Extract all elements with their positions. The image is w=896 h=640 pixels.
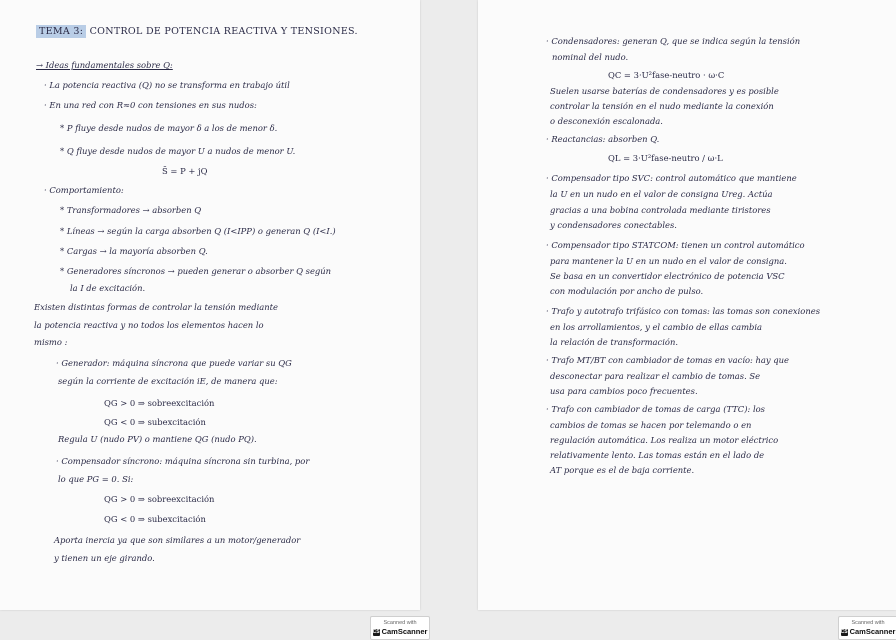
note-line: cambios de tomas se hacen por telemando o en xyxy=(550,420,752,430)
page-title xyxy=(36,26,358,37)
note-line: desconectar para realizar el cambio de tomas. Se xyxy=(550,371,761,381)
left-notebook-page xyxy=(0,0,420,610)
note-line: controlar la tensión en el nudo mediante la conexión xyxy=(550,101,774,111)
note-line: · Compensador tipo STATCOM: tienen un control automático xyxy=(546,240,805,250)
camscanner-badge xyxy=(838,616,896,640)
formula: QL = 3·U²fase-neutro / ω·L xyxy=(608,153,723,163)
note-line: Se basa en un convertidor electrónico de potencia VSC xyxy=(550,271,785,281)
note-line: * Transformadores → absorben Q xyxy=(60,205,202,215)
note-line: Regula U (nudo PV) o mantiene QG (nudo PQ). xyxy=(58,434,257,444)
note-line: nominal del nudo. xyxy=(552,52,629,62)
badge-brand xyxy=(371,627,429,636)
note-line: regulación automática. Los realiza un motor eléctrico xyxy=(550,435,779,445)
note-line: la U en un nudo en el valor de consigna Ureg. Actúa xyxy=(550,189,773,199)
note-line: y condensadores conectables. xyxy=(550,220,677,230)
note-line: la relación de transformación. xyxy=(550,337,679,347)
note-line: * Q fluye desde nudos de mayor U a nudos de menor U. xyxy=(60,146,296,156)
camscanner-badge xyxy=(370,616,430,640)
note-line: Aporta inercia ya que son similares a un motor/generador xyxy=(54,535,301,545)
badge-caption: Scanned with xyxy=(383,620,417,626)
note-line: gracias a una bobina controlada mediante tiristores xyxy=(550,205,771,215)
badge-brand xyxy=(839,627,896,636)
right-notebook-page xyxy=(478,0,896,610)
note-line: * Generadores síncronos → pueden generar o absorber Q según xyxy=(60,266,332,276)
note-line: · Compensador síncrono: máquina síncrona sin turbina, por xyxy=(56,456,310,466)
note-line: * P fluye desde nudos de mayor δ a los de menor δ. xyxy=(60,123,278,133)
formula: QG < 0 ⇒ subexcitación xyxy=(104,514,206,524)
note-line: AT porque es el de baja corriente. xyxy=(550,465,695,475)
badge-brand-text: CamScanner xyxy=(849,627,896,636)
note-line: para mantener la U en un nudo en el valor de consigna. xyxy=(550,256,787,266)
note-line: · Trafo y autotrafo trifásico con tomas: las tomas son conexiones xyxy=(546,306,820,316)
note-line: · La potencia reactiva (Q) no se transforma en trabajo útil xyxy=(44,80,290,90)
note-line: y tienen un eje girando. xyxy=(54,553,155,563)
note-line: lo que PG = 0. Si: xyxy=(58,474,134,484)
note-line: · Trafo con cambiador de tomas de carga (TTC): los xyxy=(546,404,765,414)
note-line: Suelen usarse baterías de condensadores y es posible xyxy=(550,86,779,96)
note-line: · En una red con R≈0 con tensiones en sus nudos: xyxy=(44,100,257,110)
formula: QG < 0 ⇒ subexcitación xyxy=(104,417,206,427)
formula: S̄ = P + jQ xyxy=(162,166,208,176)
note-line: la I de excitación. xyxy=(70,283,146,293)
note-line: en los arrollamientos, y el cambio de ellas cambia xyxy=(550,322,763,332)
formula: QC = 3·U²fase-neutro · ω·C xyxy=(608,70,725,80)
note-line: relativamente lento. Las tomas están en el lado de xyxy=(550,450,765,460)
note-line: Existen distintas formas de controlar la tensión mediante xyxy=(34,302,278,312)
note-line: mismo : xyxy=(34,337,68,347)
section-heading: → Ideas fundamentales sobre Q: xyxy=(36,60,173,70)
note-line: · Generador: máquina síncrona que puede variar su QG xyxy=(56,358,292,368)
note-line: · Condensadores: generan Q, que se indica según la tensión xyxy=(546,36,801,46)
note-line: o desconexión escalonada. xyxy=(550,116,663,126)
note-line: según la corriente de excitación iE, de manera que: xyxy=(58,376,278,386)
note-line: · Reactancias: absorben Q. xyxy=(546,134,660,144)
formula: QG > 0 ⇒ sobreexcitación xyxy=(104,494,215,504)
camscanner-logo-icon: CS xyxy=(372,628,380,635)
note-line: con modulación por ancho de pulso. xyxy=(550,286,704,296)
badge-caption: Scanned with xyxy=(851,620,885,626)
formula: QG > 0 ⇒ sobreexcitación xyxy=(104,398,215,408)
camscanner-logo-icon: CS xyxy=(840,628,848,635)
note-line: · Trafo MT/BT con cambiador de tomas en vacío: hay que xyxy=(546,355,790,365)
title-tag: TEMA 3: xyxy=(36,25,86,38)
note-line: · Compensador tipo SVC: control automático que mantiene xyxy=(546,173,797,183)
note-line: * Líneas → según la carga absorben Q (I<IPP) o generan Q (I<I.) xyxy=(60,226,336,236)
note-line: · Comportamiento: xyxy=(44,185,124,195)
note-line: usa para cambios poco frecuentes. xyxy=(550,386,698,396)
badge-brand-text: CamScanner xyxy=(381,627,428,636)
note-line: la potencia reactiva y no todos los elementos hacen lo xyxy=(34,320,264,330)
title-text: CONTROL DE POTENCIA REACTIVA Y TENSIONES. xyxy=(89,26,358,37)
note-line: * Cargas → la mayoría absorben Q. xyxy=(60,246,208,256)
